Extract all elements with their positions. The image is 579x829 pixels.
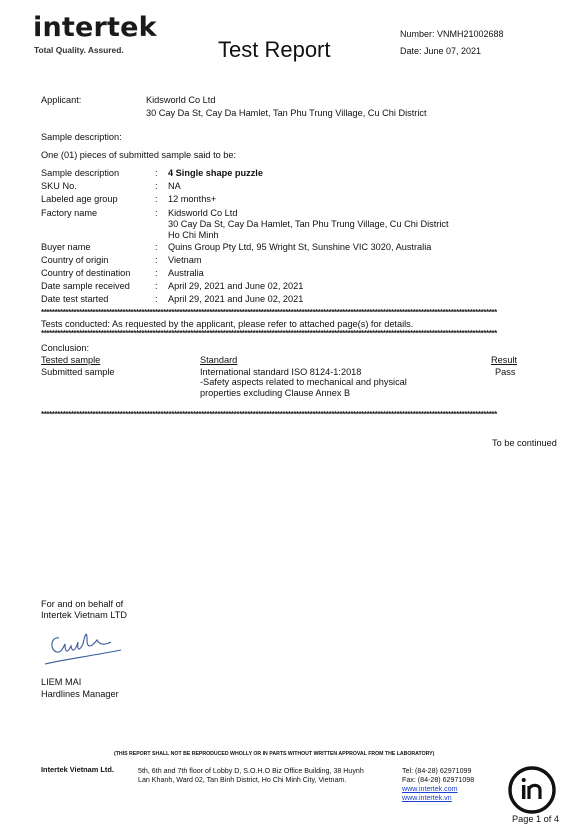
field-value: Ho Chi Minh (168, 230, 219, 240)
field-label: Labeled age group (41, 194, 118, 204)
field-value: Vietnam (168, 255, 202, 265)
logo-tagline: Total Quality. Assured. (34, 45, 124, 55)
page-number: Page 1 of 4 (512, 814, 559, 824)
field-value: NA (168, 181, 181, 191)
tested-sample-value: Submitted sample (41, 367, 115, 377)
signature-for-line: For and on behalf of (41, 599, 124, 609)
field-label: SKU No. (41, 181, 77, 191)
sample-heading: Sample description: (41, 132, 122, 142)
field-value: 4 Single shape puzzle (168, 168, 263, 178)
footer-address: 5th, 6th and 7th floor of Lobby D, S.O.H.O Biz Office Building, 38 Huynh (138, 767, 364, 775)
conclusion-heading: Conclusion: (41, 343, 90, 353)
field-separator: : (155, 181, 158, 191)
intertek-logo: intertek (33, 12, 157, 43)
star-divider: ************************************************************************************************************************************************************************ (41, 309, 497, 317)
footer-company: Intertek Vietnam Ltd. (41, 765, 114, 774)
field-value: April 29, 2021 and June 02, 2021 (168, 294, 304, 304)
field-separator: : (155, 281, 158, 291)
column-header-standard: Standard (200, 355, 238, 365)
star-divider: ************************************************************************************************************************************************************************ (41, 330, 497, 338)
field-value: April 29, 2021 and June 02, 2021 (168, 281, 304, 291)
applicant-address: 30 Cay Da St, Cay Da Hamlet, Tan Phu Trung Village, Cu Chi District (146, 108, 427, 118)
handwritten-signature (41, 624, 131, 670)
footer-address: Lan Khanh, Ward 02, Tan Binh District, Ho Chi Minh City, Vietnam. (138, 776, 347, 784)
standard-value: -Safety aspects related to mechanical and physical (200, 377, 407, 387)
signature-company: Intertek Vietnam LTD (41, 610, 127, 620)
field-separator: : (155, 255, 158, 265)
field-label: Factory name (41, 208, 98, 218)
field-separator: : (155, 242, 158, 252)
field-label: Sample description (41, 168, 120, 178)
signatory-role: Hardlines Manager (41, 689, 119, 699)
field-label: Country of destination (41, 268, 131, 278)
field-separator: : (155, 268, 158, 278)
field-value: Quins Group Pty Ltd, 95 Wright St, Sunshine VIC 3020, Australia (168, 242, 432, 252)
report-date: Date: June 07, 2021 (400, 46, 482, 56)
applicant-name: Kidsworld Co Ltd (146, 95, 216, 105)
report-number: Number: VNMH21002688 (400, 29, 504, 39)
footer-notice: (THIS REPORT SHALL NOT BE REPRODUCED WHOLLY OR IN PARTS WITHOUT WRITTEN APPROVAL FROM THE LABORATORY) (114, 751, 435, 757)
field-separator: : (155, 294, 158, 304)
report-title: Test Report (218, 37, 331, 62)
footer-fax: Fax: (84-28) 62971098 (402, 776, 475, 784)
field-separator: : (155, 208, 158, 218)
star-divider: ************************************************************************************************************************************************************************ (41, 411, 497, 419)
result-value: Pass (495, 367, 516, 377)
signatory-name: LIEM MAI (41, 677, 82, 687)
footer-website-link[interactable]: www.intertek.vn (402, 794, 452, 802)
field-separator: : (155, 194, 158, 204)
to-be-continued: To be continued (492, 438, 557, 448)
field-value: Australia (168, 268, 204, 278)
field-value: 12 months+ (168, 194, 217, 204)
standard-value: International standard ISO 8124-1:2018 (200, 367, 362, 377)
field-separator: : (155, 168, 158, 178)
field-label: Country of origin (41, 255, 109, 265)
standard-value: properties excluding Clause Annex B (200, 388, 351, 398)
column-header-result: Result (491, 355, 518, 365)
footer-website-link[interactable]: www.intertek.com (402, 785, 458, 793)
sample-intro: One (01) pieces of submitted sample said to be: (41, 150, 237, 160)
tests-conducted: Tests conducted: As requested by the applicant, please refer to attached page(s) for details. (41, 319, 414, 329)
field-label: Date sample received (41, 281, 130, 291)
field-value: Kidsworld Co Ltd (168, 208, 238, 218)
intertek-seal-icon (507, 765, 557, 815)
footer-tel: Tel: (84-28) 62971099 (402, 767, 472, 775)
field-label: Buyer name (41, 242, 91, 252)
applicant-label: Applicant: (41, 95, 82, 105)
field-label: Date test started (41, 294, 109, 304)
column-header-tested-sample: Tested sample (41, 355, 101, 365)
field-value: 30 Cay Da St, Cay Da Hamlet, Tan Phu Trung Village, Cu Chi District (168, 219, 449, 229)
